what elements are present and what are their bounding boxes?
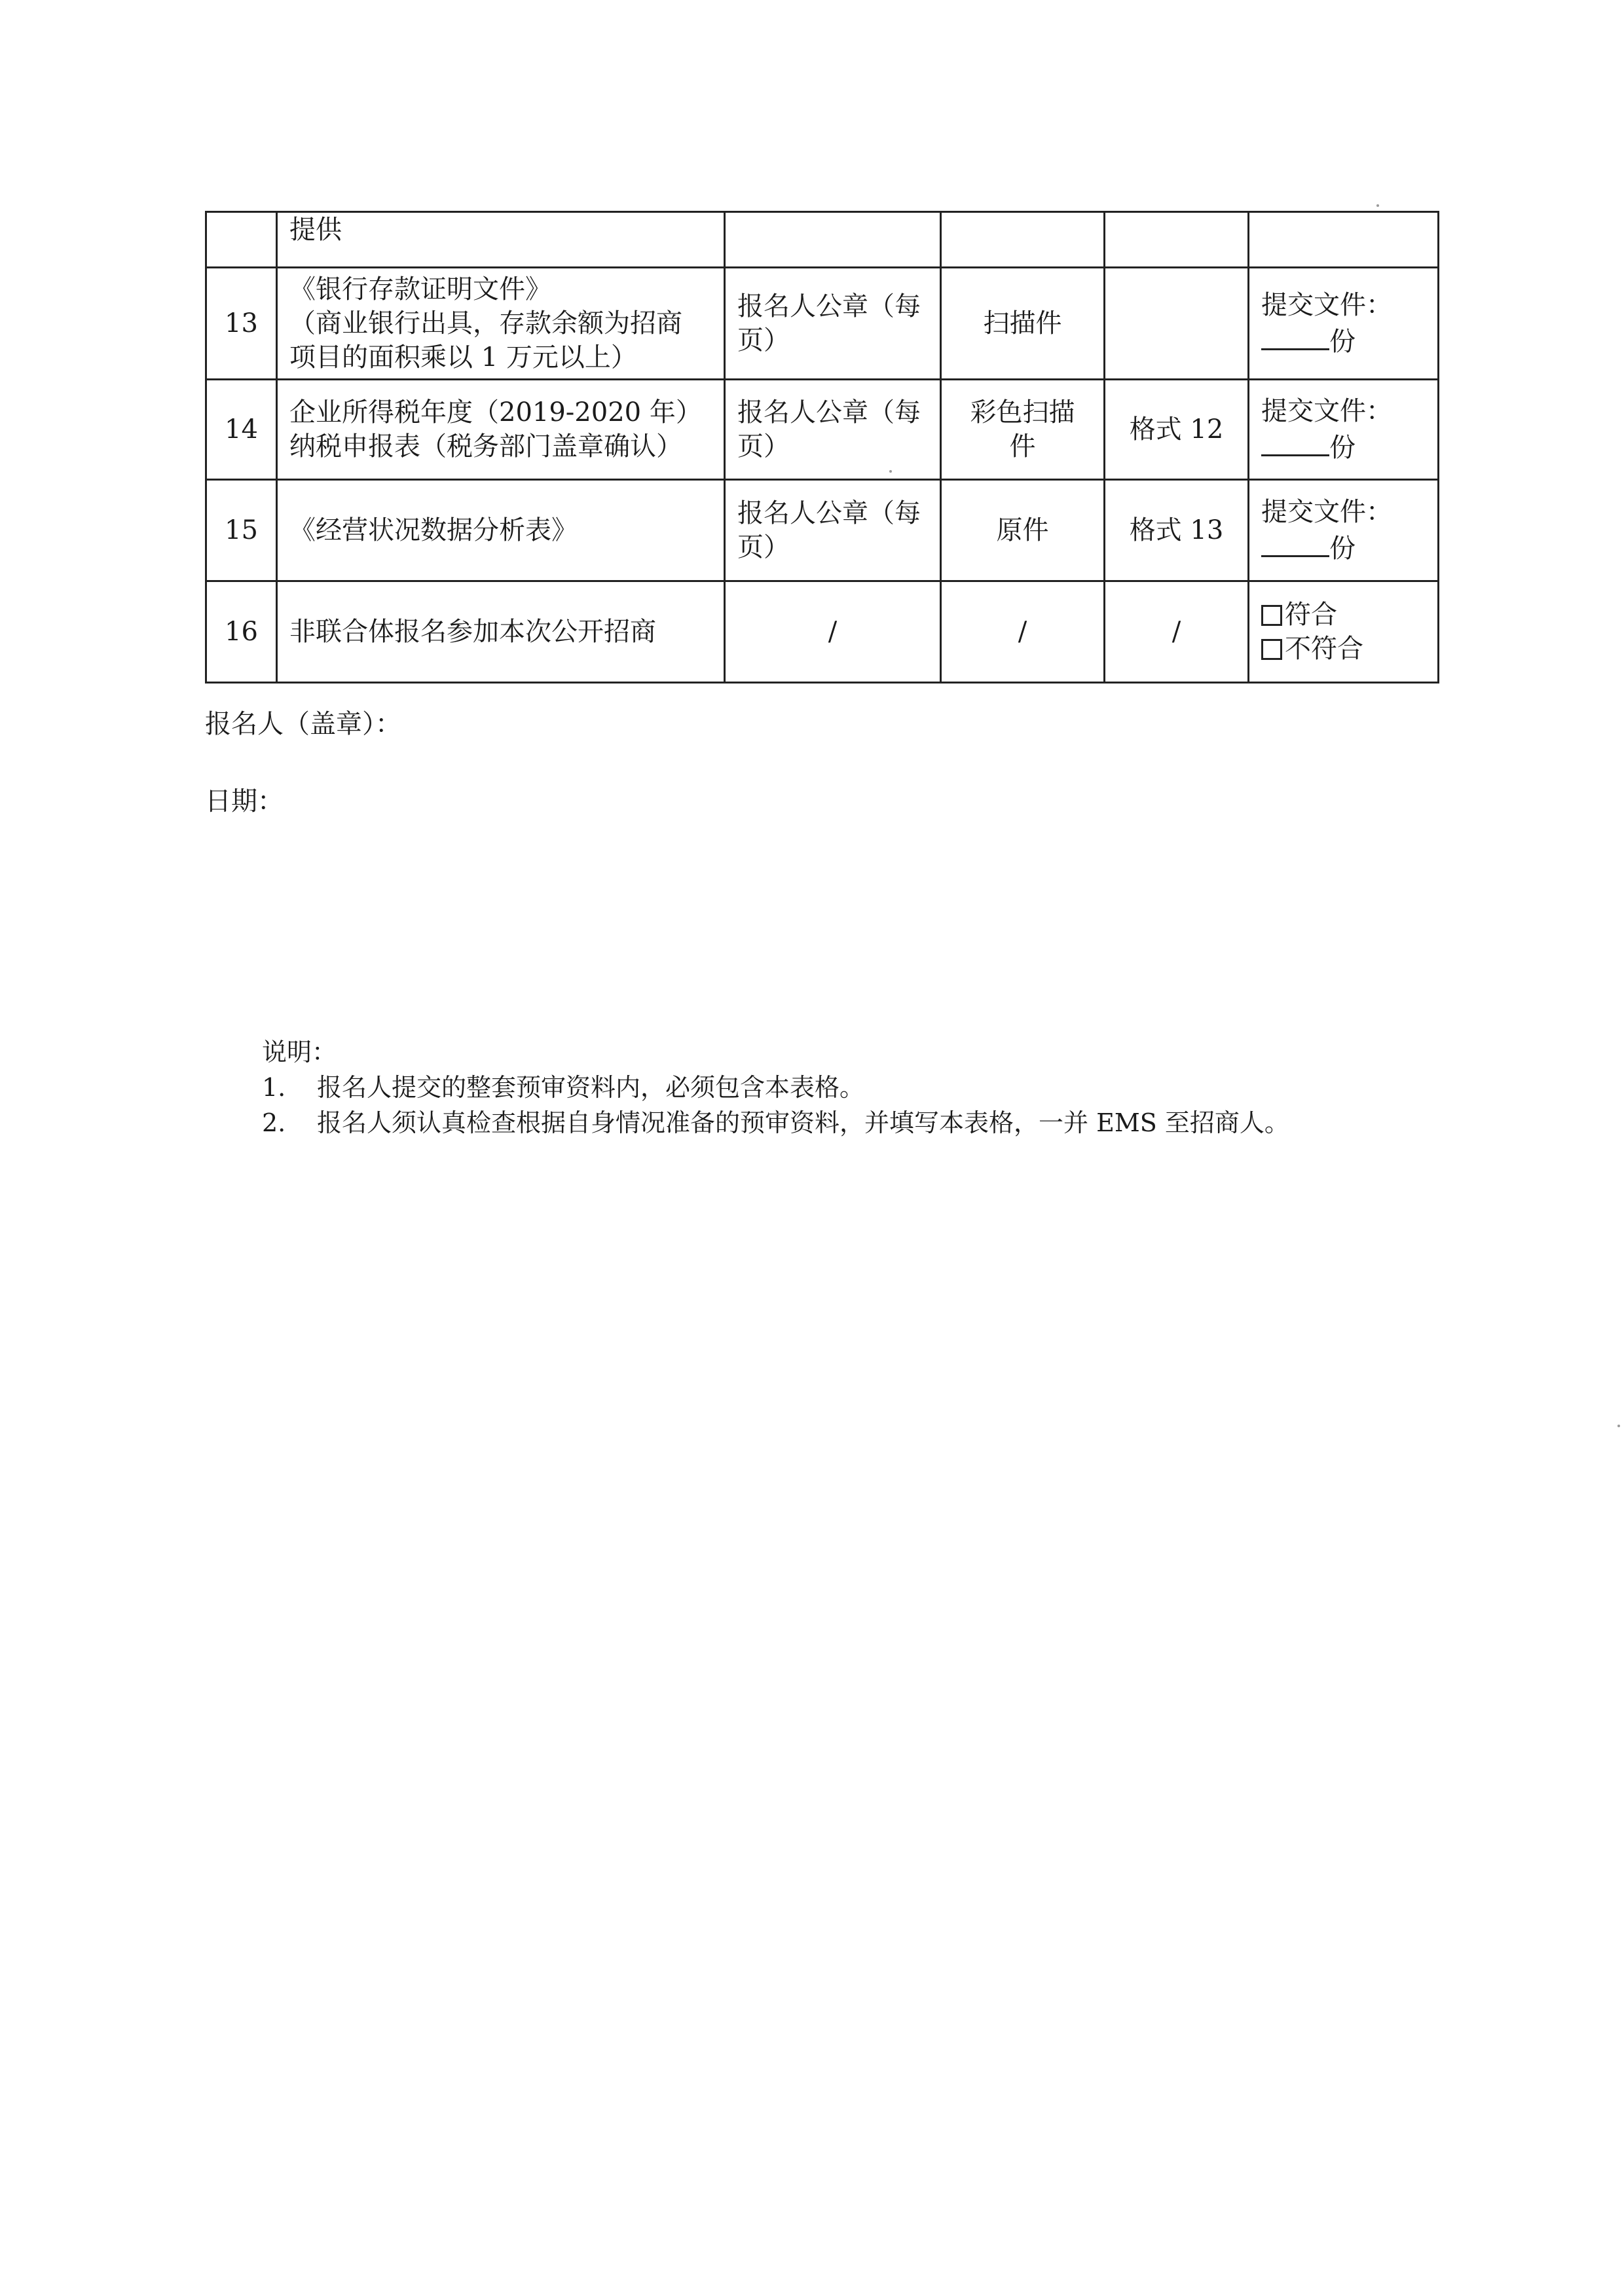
check-count-line	[1261, 428, 1426, 465]
option-label: 不符合	[1285, 634, 1363, 664]
cell-item: 提供	[277, 212, 725, 268]
cell-format	[1105, 212, 1249, 268]
requirement-line: 报名人公章（每	[737, 498, 921, 528]
check-label: 提交文件：	[1261, 497, 1392, 527]
note-number: 1.	[262, 1073, 286, 1102]
requirement-line: 页）	[737, 325, 790, 355]
cell-format: /	[1105, 581, 1249, 683]
cell-check	[1249, 268, 1439, 380]
cell-check	[1249, 212, 1439, 268]
table-row-continued	[206, 212, 1439, 268]
check-label: 提交文件：	[1261, 396, 1392, 426]
cell-check	[1249, 480, 1439, 581]
cell-form	[941, 380, 1105, 480]
cell-check	[1249, 380, 1439, 480]
item-line: 项目的面积乘以 1 万元以上）	[289, 342, 637, 373]
copies-unit: 份	[1329, 433, 1356, 463]
copies-blank[interactable]	[1261, 322, 1329, 350]
form-line: 彩色扫描	[970, 397, 1075, 428]
cell-form: 原件	[941, 480, 1105, 581]
checkbox-icon[interactable]	[1261, 639, 1282, 660]
cell-form: 扫描件	[941, 268, 1105, 380]
cell-no: 14	[206, 380, 277, 480]
requirement-line: 报名人公章（每	[737, 397, 921, 428]
requirement-line: 页）	[737, 431, 790, 462]
cell-format	[1105, 268, 1249, 380]
item-line: 《银行存款证明文件》	[289, 274, 551, 304]
note-item	[262, 1105, 1289, 1140]
cell-format: 格式 12	[1105, 380, 1249, 480]
item-line: （商业银行出具，存款余额为招商	[289, 308, 682, 338]
cell-requirement	[725, 480, 941, 581]
cell-item	[277, 268, 725, 380]
option-nonconform[interactable]	[1261, 632, 1426, 666]
cell-no	[206, 212, 277, 268]
cell-requirement	[725, 212, 941, 268]
cell-form	[941, 212, 1105, 268]
check-label: 提交文件：	[1261, 290, 1392, 320]
submission-checklist-table	[205, 211, 1439, 683]
copies-blank[interactable]	[1261, 428, 1329, 456]
option-conform[interactable]	[1261, 598, 1426, 632]
cell-no: 15	[206, 480, 277, 581]
cell-item: 《经营状况数据分析表》	[277, 480, 725, 581]
requirement-line: 报名人公章（每	[737, 291, 921, 321]
check-count-line	[1261, 322, 1426, 359]
copies-unit: 份	[1329, 534, 1356, 564]
cell-no: 16	[206, 581, 277, 683]
scan-speck	[889, 470, 892, 473]
requirement-line: 页）	[737, 532, 790, 562]
cell-form: /	[941, 581, 1105, 683]
cell-item	[277, 380, 725, 480]
cell-format: 格式 13	[1105, 480, 1249, 581]
option-label: 符合	[1285, 600, 1337, 630]
table-row-16	[206, 581, 1439, 683]
note-item	[262, 1070, 1289, 1105]
form-line: 件	[1009, 431, 1036, 462]
checkbox-icon[interactable]	[1261, 605, 1282, 626]
table-row-13	[206, 268, 1439, 380]
applicant-seal-label: 报名人（盖章）：	[205, 709, 401, 739]
check-count-line	[1261, 529, 1426, 566]
cell-no: 13	[206, 268, 277, 380]
copies-blank[interactable]	[1261, 529, 1329, 557]
note-text: 报名人须认真检查根据自身情况准备的预审资料，并填写本表格，一并 EMS 至招商人。	[317, 1108, 1289, 1137]
cell-check	[1249, 581, 1439, 683]
scan-speck	[1376, 204, 1379, 207]
notes-title: 说明：	[262, 1038, 337, 1066]
note-text: 报名人提交的整套预审资料内，必须包含本表格。	[317, 1073, 865, 1102]
cell-requirement	[725, 268, 941, 380]
copies-unit: 份	[1329, 327, 1356, 357]
date-label: 日期：	[205, 786, 284, 816]
note-number: 2.	[262, 1108, 286, 1137]
table-row-15	[206, 480, 1439, 581]
notes-section	[262, 1034, 1289, 1140]
table-row-14	[206, 380, 1439, 480]
cell-requirement: /	[725, 581, 941, 683]
item-line: 纳税申报表（税务部门盖章确认）	[289, 431, 682, 462]
cell-requirement	[725, 380, 941, 480]
item-line: 企业所得税年度（2019-2020 年）	[289, 397, 702, 428]
scan-speck	[1617, 1425, 1620, 1427]
cell-item: 非联合体报名参加本次公开招商	[277, 581, 725, 683]
